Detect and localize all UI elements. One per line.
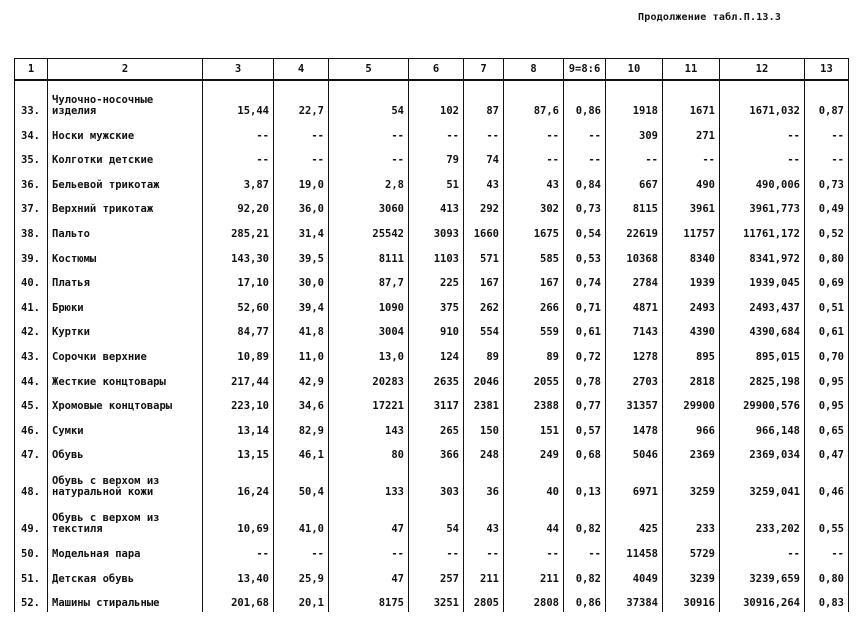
value-cell: 2825,198 — [720, 366, 805, 391]
item-name-cell: Бельевой трикотаж — [48, 169, 203, 194]
column-header: 5 — [329, 59, 409, 81]
column-header: 7 — [464, 59, 504, 81]
value-cell: 89 — [464, 341, 504, 366]
value-cell: 84,77 — [203, 317, 274, 342]
value-cell: 585 — [504, 243, 564, 268]
row-number-cell: 45. — [15, 391, 48, 416]
value-cell: -- — [203, 538, 274, 563]
value-cell: -- — [720, 145, 805, 170]
table-row — [15, 588, 849, 613]
value-cell: 0,13 — [564, 464, 606, 501]
item-name-cell: Чулочно-носочные изделия — [48, 80, 203, 120]
value-cell: 29900 — [663, 391, 720, 416]
value-cell: 3251 — [409, 588, 464, 613]
value-cell: 1918 — [606, 80, 663, 120]
value-cell: 79 — [409, 145, 464, 170]
value-cell: 2493,437 — [720, 292, 805, 317]
value-cell: 0,65 — [805, 415, 849, 440]
table-row — [15, 317, 849, 342]
value-cell: 0,87 — [805, 80, 849, 120]
value-cell: 0,54 — [564, 218, 606, 243]
value-cell: 31357 — [606, 391, 663, 416]
column-header: 11 — [663, 59, 720, 81]
table-row — [15, 391, 849, 416]
value-cell: 1660 — [464, 218, 504, 243]
value-cell: 0,47 — [805, 440, 849, 465]
value-cell: 3060 — [329, 194, 409, 219]
value-cell: 25542 — [329, 218, 409, 243]
value-cell: 366 — [409, 440, 464, 465]
value-cell: 143,30 — [203, 243, 274, 268]
value-cell: 102 — [409, 80, 464, 120]
value-cell: 0,86 — [564, 588, 606, 613]
value-cell: 2369,034 — [720, 440, 805, 465]
value-cell: 0,82 — [564, 501, 606, 538]
value-cell: 13,14 — [203, 415, 274, 440]
value-cell: 2703 — [606, 366, 663, 391]
value-cell: -- — [720, 538, 805, 563]
value-cell: 0,95 — [805, 366, 849, 391]
value-cell: 17,10 — [203, 268, 274, 293]
row-number-cell: 51. — [15, 563, 48, 588]
column-header: 9=8:6 — [564, 59, 606, 81]
value-cell: 44 — [504, 501, 564, 538]
item-name-cell: Костюмы — [48, 243, 203, 268]
value-cell: -- — [464, 120, 504, 145]
value-cell: 3239 — [663, 563, 720, 588]
value-cell: 0,68 — [564, 440, 606, 465]
value-cell: 92,20 — [203, 194, 274, 219]
value-cell: 3961,773 — [720, 194, 805, 219]
value-cell: 30,0 — [274, 268, 329, 293]
value-cell: -- — [329, 145, 409, 170]
value-cell: -- — [329, 538, 409, 563]
value-cell: 31,4 — [274, 218, 329, 243]
value-cell: 167 — [464, 268, 504, 293]
value-cell: 425 — [606, 501, 663, 538]
value-cell: 2,8 — [329, 169, 409, 194]
item-name-cell: Сумки — [48, 415, 203, 440]
value-cell: 571 — [464, 243, 504, 268]
value-cell: 201,68 — [203, 588, 274, 613]
value-cell: 40 — [504, 464, 564, 501]
row-number-cell: 33. — [15, 80, 48, 120]
value-cell: 20,1 — [274, 588, 329, 613]
value-cell: 3239,659 — [720, 563, 805, 588]
row-number-cell: 35. — [15, 145, 48, 170]
value-cell: 559 — [504, 317, 564, 342]
value-cell: 1090 — [329, 292, 409, 317]
value-cell: 30916 — [663, 588, 720, 613]
value-cell: 3004 — [329, 317, 409, 342]
header-row — [15, 59, 849, 81]
value-cell: 29900,576 — [720, 391, 805, 416]
table-row — [15, 501, 849, 538]
value-cell: 0,49 — [805, 194, 849, 219]
value-cell: 11,0 — [274, 341, 329, 366]
value-cell: -- — [663, 145, 720, 170]
value-cell: 74 — [464, 145, 504, 170]
value-cell: 52,60 — [203, 292, 274, 317]
value-cell: 257 — [409, 563, 464, 588]
table-row — [15, 292, 849, 317]
value-cell: 2818 — [663, 366, 720, 391]
column-header: 3 — [203, 59, 274, 81]
value-cell: 490 — [663, 169, 720, 194]
value-cell: 225 — [409, 268, 464, 293]
value-cell: 124 — [409, 341, 464, 366]
value-cell: 43 — [464, 501, 504, 538]
value-cell: -- — [805, 538, 849, 563]
value-cell: 302 — [504, 194, 564, 219]
value-cell: 0,71 — [564, 292, 606, 317]
value-cell: 15,44 — [203, 80, 274, 120]
value-cell: -- — [564, 538, 606, 563]
item-name-cell: Верхний трикотаж — [48, 194, 203, 219]
column-header: 2 — [48, 59, 203, 81]
value-cell: 37384 — [606, 588, 663, 613]
value-cell: 19,0 — [274, 169, 329, 194]
column-header: 1 — [15, 59, 48, 81]
value-cell: 0,84 — [564, 169, 606, 194]
table-row — [15, 366, 849, 391]
row-number-cell: 48. — [15, 464, 48, 501]
value-cell: 50,4 — [274, 464, 329, 501]
column-header: 4 — [274, 59, 329, 81]
value-cell: 0,78 — [564, 366, 606, 391]
value-cell: 895,015 — [720, 341, 805, 366]
item-name-cell: Обувь с верхом из текстиля — [48, 501, 203, 538]
table-row — [15, 80, 849, 120]
value-cell: 47 — [329, 563, 409, 588]
value-cell: 910 — [409, 317, 464, 342]
value-cell: 13,40 — [203, 563, 274, 588]
value-cell: 11757 — [663, 218, 720, 243]
table-row — [15, 440, 849, 465]
value-cell: 1278 — [606, 341, 663, 366]
value-cell: 87 — [464, 80, 504, 120]
value-cell: 0,46 — [805, 464, 849, 501]
value-cell: 554 — [464, 317, 504, 342]
value-cell: -- — [504, 120, 564, 145]
value-cell: 1939 — [663, 268, 720, 293]
row-number-cell: 41. — [15, 292, 48, 317]
value-cell: 2784 — [606, 268, 663, 293]
value-cell: 4871 — [606, 292, 663, 317]
item-name-cell: Носки мужские — [48, 120, 203, 145]
value-cell: 0,52 — [805, 218, 849, 243]
value-cell: -- — [274, 120, 329, 145]
value-cell: 13,15 — [203, 440, 274, 465]
table-row — [15, 268, 849, 293]
value-cell: -- — [564, 145, 606, 170]
value-cell: 1675 — [504, 218, 564, 243]
value-cell: 285,21 — [203, 218, 274, 243]
row-number-cell: 37. — [15, 194, 48, 219]
value-cell: 2381 — [464, 391, 504, 416]
value-cell: 3117 — [409, 391, 464, 416]
value-cell: 266 — [504, 292, 564, 317]
value-cell: 233 — [663, 501, 720, 538]
value-cell: 151 — [504, 415, 564, 440]
value-cell: 0,53 — [564, 243, 606, 268]
value-cell: 0,80 — [805, 243, 849, 268]
value-cell: 0,74 — [564, 268, 606, 293]
value-cell: 8175 — [329, 588, 409, 613]
value-cell: 20283 — [329, 366, 409, 391]
value-cell: 0,80 — [805, 563, 849, 588]
value-cell: 8111 — [329, 243, 409, 268]
value-cell: 11458 — [606, 538, 663, 563]
value-cell: 2046 — [464, 366, 504, 391]
value-cell: 47 — [329, 501, 409, 538]
row-number-cell: 47. — [15, 440, 48, 465]
value-cell: -- — [409, 120, 464, 145]
value-cell: 413 — [409, 194, 464, 219]
value-cell: -- — [504, 538, 564, 563]
value-cell: 262 — [464, 292, 504, 317]
item-name-cell: Модельная пара — [48, 538, 203, 563]
value-cell: 39,4 — [274, 292, 329, 317]
value-cell: 0,70 — [805, 341, 849, 366]
value-cell: 2369 — [663, 440, 720, 465]
item-name-cell: Машины стиральные — [48, 588, 203, 613]
value-cell: 309 — [606, 120, 663, 145]
value-cell: 10,69 — [203, 501, 274, 538]
item-name-cell: Колготки детские — [48, 145, 203, 170]
value-cell: -- — [274, 145, 329, 170]
item-name-cell: Платья — [48, 268, 203, 293]
row-number-cell: 52. — [15, 588, 48, 613]
value-cell: 3259 — [663, 464, 720, 501]
value-cell: 0,77 — [564, 391, 606, 416]
value-cell: 13,0 — [329, 341, 409, 366]
value-cell: 89 — [504, 341, 564, 366]
value-cell: 43 — [464, 169, 504, 194]
value-cell: 34,6 — [274, 391, 329, 416]
table-body — [15, 80, 849, 612]
value-cell: 1939,045 — [720, 268, 805, 293]
value-cell: 51 — [409, 169, 464, 194]
value-cell: -- — [805, 120, 849, 145]
value-cell: 133 — [329, 464, 409, 501]
value-cell: 5046 — [606, 440, 663, 465]
value-cell: 2055 — [504, 366, 564, 391]
table-header — [15, 59, 849, 81]
value-cell: 248 — [464, 440, 504, 465]
value-cell: 2808 — [504, 588, 564, 613]
value-cell: 1671 — [663, 80, 720, 120]
value-cell: 211 — [504, 563, 564, 588]
value-cell: 7143 — [606, 317, 663, 342]
value-cell: 1103 — [409, 243, 464, 268]
item-name-cell: Обувь с верхом из натуральной кожи — [48, 464, 203, 501]
row-number-cell: 36. — [15, 169, 48, 194]
value-cell: 150 — [464, 415, 504, 440]
row-number-cell: 38. — [15, 218, 48, 243]
value-cell: 8341,972 — [720, 243, 805, 268]
value-cell: 233,202 — [720, 501, 805, 538]
item-name-cell: Жесткие концтовары — [48, 366, 203, 391]
item-name-cell: Брюки — [48, 292, 203, 317]
value-cell: 10,89 — [203, 341, 274, 366]
value-cell: 80 — [329, 440, 409, 465]
value-cell: 167 — [504, 268, 564, 293]
value-cell: 0,82 — [564, 563, 606, 588]
value-cell: 966,148 — [720, 415, 805, 440]
value-cell: 0,57 — [564, 415, 606, 440]
value-cell: 2805 — [464, 588, 504, 613]
value-cell: -- — [203, 120, 274, 145]
value-cell: -- — [805, 145, 849, 170]
value-cell: 36,0 — [274, 194, 329, 219]
value-cell: 36 — [464, 464, 504, 501]
value-cell: -- — [274, 538, 329, 563]
table-row — [15, 218, 849, 243]
table-row — [15, 341, 849, 366]
value-cell: 0,55 — [805, 501, 849, 538]
value-cell: 25,9 — [274, 563, 329, 588]
value-cell: 41,8 — [274, 317, 329, 342]
table-row — [15, 145, 849, 170]
value-cell: 1671,032 — [720, 80, 805, 120]
table-row — [15, 169, 849, 194]
value-cell: 82,9 — [274, 415, 329, 440]
value-cell: 4390 — [663, 317, 720, 342]
value-cell: 8115 — [606, 194, 663, 219]
value-cell: 11761,172 — [720, 218, 805, 243]
value-cell: 0,73 — [564, 194, 606, 219]
value-cell: 143 — [329, 415, 409, 440]
value-cell: 54 — [409, 501, 464, 538]
value-cell: 3259,041 — [720, 464, 805, 501]
row-number-cell: 42. — [15, 317, 48, 342]
table-row — [15, 120, 849, 145]
value-cell: 10368 — [606, 243, 663, 268]
value-cell: 0,83 — [805, 588, 849, 613]
value-cell: 667 — [606, 169, 663, 194]
value-cell: 1478 — [606, 415, 663, 440]
value-cell: 0,95 — [805, 391, 849, 416]
value-cell: 39,5 — [274, 243, 329, 268]
value-cell: 2635 — [409, 366, 464, 391]
value-cell: 17221 — [329, 391, 409, 416]
value-cell: -- — [409, 538, 464, 563]
table-row — [15, 563, 849, 588]
item-name-cell: Детская обувь — [48, 563, 203, 588]
value-cell: 303 — [409, 464, 464, 501]
table-continuation-caption: Продолжение табл.П.13.3 — [638, 12, 782, 23]
value-cell: 4390,684 — [720, 317, 805, 342]
value-cell: 41,0 — [274, 501, 329, 538]
value-cell: 0,51 — [805, 292, 849, 317]
data-table — [14, 58, 849, 612]
value-cell: 6971 — [606, 464, 663, 501]
value-cell: 2493 — [663, 292, 720, 317]
value-cell: 0,61 — [805, 317, 849, 342]
value-cell: -- — [720, 120, 805, 145]
value-cell: 22619 — [606, 218, 663, 243]
value-cell: 490,006 — [720, 169, 805, 194]
column-header: 8 — [504, 59, 564, 81]
value-cell: 87,7 — [329, 268, 409, 293]
value-cell: 0,72 — [564, 341, 606, 366]
value-cell: 0,69 — [805, 268, 849, 293]
value-cell: 271 — [663, 120, 720, 145]
table-row — [15, 415, 849, 440]
row-number-cell: 46. — [15, 415, 48, 440]
value-cell: -- — [504, 145, 564, 170]
value-cell: 8340 — [663, 243, 720, 268]
row-number-cell: 40. — [15, 268, 48, 293]
value-cell: 249 — [504, 440, 564, 465]
value-cell: 265 — [409, 415, 464, 440]
column-header: 13 — [805, 59, 849, 81]
value-cell: 16,24 — [203, 464, 274, 501]
row-number-cell: 34. — [15, 120, 48, 145]
table-row — [15, 464, 849, 501]
value-cell: 211 — [464, 563, 504, 588]
value-cell: 87,6 — [504, 80, 564, 120]
item-name-cell: Обувь — [48, 440, 203, 465]
value-cell: 54 — [329, 80, 409, 120]
value-cell: -- — [564, 120, 606, 145]
value-cell: 966 — [663, 415, 720, 440]
row-number-cell: 50. — [15, 538, 48, 563]
value-cell: 0,86 — [564, 80, 606, 120]
item-name-cell: Куртки — [48, 317, 203, 342]
value-cell: 895 — [663, 341, 720, 366]
table-row — [15, 194, 849, 219]
value-cell: 0,61 — [564, 317, 606, 342]
value-cell: 42,9 — [274, 366, 329, 391]
value-cell: 292 — [464, 194, 504, 219]
value-cell: 375 — [409, 292, 464, 317]
value-cell: -- — [203, 145, 274, 170]
item-name-cell: Хромовые концтовары — [48, 391, 203, 416]
row-number-cell: 39. — [15, 243, 48, 268]
row-number-cell: 44. — [15, 366, 48, 391]
item-name-cell: Пальто — [48, 218, 203, 243]
value-cell: 46,1 — [274, 440, 329, 465]
item-name-cell: Сорочки верхние — [48, 341, 203, 366]
value-cell: -- — [329, 120, 409, 145]
column-header: 10 — [606, 59, 663, 81]
value-cell: 30916,264 — [720, 588, 805, 613]
value-cell: 0,73 — [805, 169, 849, 194]
value-cell: -- — [606, 145, 663, 170]
table-row — [15, 243, 849, 268]
value-cell: 3093 — [409, 218, 464, 243]
row-number-cell: 43. — [15, 341, 48, 366]
value-cell: 3961 — [663, 194, 720, 219]
value-cell: -- — [464, 538, 504, 563]
table-row — [15, 538, 849, 563]
column-header: 12 — [720, 59, 805, 81]
value-cell: 2388 — [504, 391, 564, 416]
value-cell: 223,10 — [203, 391, 274, 416]
value-cell: 22,7 — [274, 80, 329, 120]
value-cell: 4049 — [606, 563, 663, 588]
value-cell: 217,44 — [203, 366, 274, 391]
value-cell: 3,87 — [203, 169, 274, 194]
value-cell: 43 — [504, 169, 564, 194]
value-cell: 5729 — [663, 538, 720, 563]
column-header: 6 — [409, 59, 464, 81]
row-number-cell: 49. — [15, 501, 48, 538]
